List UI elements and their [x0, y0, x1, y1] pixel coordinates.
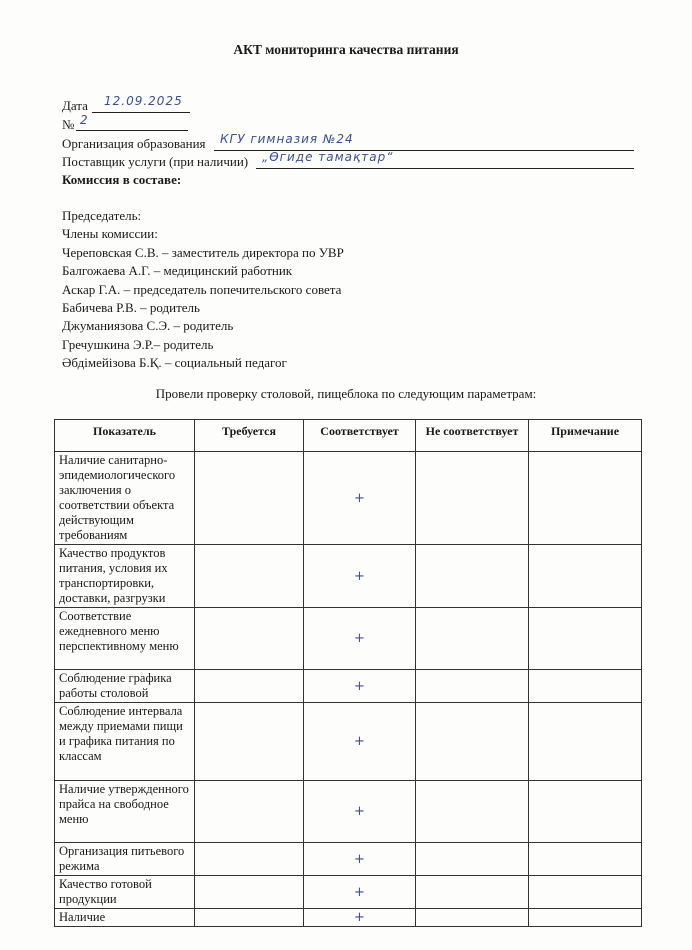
document-title: АКТ мониторинга качества питания: [233, 42, 459, 57]
compliant-mark: +: [304, 781, 416, 843]
member-item: Бабичева Р.В. – родитель: [62, 300, 200, 316]
indicator-cell: Организация питьевого режима: [55, 843, 195, 876]
note-cell: [529, 703, 642, 781]
required-cell: [195, 909, 304, 927]
date-value: 12.09.2025: [104, 94, 183, 108]
required-cell: [195, 545, 304, 608]
note-cell: [529, 843, 642, 876]
inspection-table: [54, 419, 642, 927]
member-item: Әбдімейізова Б.Қ. – социальный педагог: [62, 355, 287, 371]
header-note: Примечание: [529, 420, 642, 452]
header-indicator: Показатель: [55, 420, 195, 452]
number-value: 2: [80, 113, 89, 127]
supplier-label: Поставщик услуги (при наличии): [62, 154, 249, 169]
members-label: Члены комиссии:: [62, 226, 158, 242]
organization-value: КГУ гимназия №24: [220, 132, 354, 146]
noncompliant-cell: [416, 545, 529, 608]
number-underline: [76, 130, 188, 131]
required-cell: [195, 876, 304, 909]
table-row: [55, 843, 642, 876]
note-cell: [529, 545, 642, 608]
note-cell: [529, 909, 642, 927]
note-cell: [529, 670, 642, 703]
chair-label: Председатель:: [62, 208, 142, 223]
compliant-mark: +: [304, 670, 416, 703]
header-required: Требуется: [195, 420, 304, 452]
indicator-cell: Качество готовой продукции: [55, 876, 195, 909]
noncompliant-cell: [416, 703, 529, 781]
supplier-underline: [256, 168, 634, 169]
indicator-cell: Соблюдение графика работы столовой: [55, 670, 195, 703]
required-cell: [195, 452, 304, 545]
note-cell: [529, 452, 642, 545]
noncompliant-cell: [416, 781, 529, 843]
inspection-intro: Провели проверку столовой, пищеблока по следующим параметрам:: [155, 386, 537, 401]
indicator-cell: Наличие утвержденного прайса на свободное меню: [55, 781, 195, 843]
indicator-cell: Соблюдение интервала между приемами пищи и графика питания по классам: [55, 703, 195, 781]
commission-label: Комиссия в составе:: [62, 172, 182, 187]
commission-list: [62, 207, 344, 373]
header-noncompliant: Не соответствует: [416, 420, 529, 452]
indicator-cell: Наличие санитарно-эпидемиологического заключения о соответствии объекта действующим требованиям: [55, 452, 195, 545]
compliant-mark: +: [304, 843, 416, 876]
noncompliant-cell: [416, 670, 529, 703]
note-cell: [529, 781, 642, 843]
noncompliant-cell: [416, 843, 529, 876]
table-row: [55, 781, 642, 843]
compliant-mark: +: [304, 545, 416, 608]
table-row: [55, 703, 642, 781]
compliant-mark: +: [304, 608, 416, 670]
header-compliant: Соответствует: [304, 420, 416, 452]
table-row: [55, 876, 642, 909]
indicator-cell: Качество продуктов питания, условия их транспортировки, доставки, разгрузки: [55, 545, 195, 608]
table-row: [55, 909, 642, 927]
noncompliant-cell: [416, 876, 529, 909]
required-cell: [195, 781, 304, 843]
required-cell: [195, 703, 304, 781]
member-item: Джуманиязова С.Э. – родитель: [62, 318, 234, 334]
compliant-mark: +: [304, 703, 416, 781]
compliant-mark: +: [304, 452, 416, 545]
compliant-mark: +: [304, 876, 416, 909]
number-label: №: [62, 117, 75, 132]
required-cell: [195, 843, 304, 876]
table-header-row: [55, 420, 642, 452]
note-cell: [529, 876, 642, 909]
member-item: Балгожаева А.Г. – медицинский работник: [62, 263, 293, 279]
indicator-cell: Соответствие ежедневного меню перспективному меню: [55, 608, 195, 670]
required-cell: [195, 608, 304, 670]
noncompliant-cell: [416, 452, 529, 545]
indicator-cell: Наличие: [55, 909, 195, 927]
member-item: Аскар Г.А. – председатель попечительского совета: [62, 281, 342, 297]
table-row: [55, 670, 642, 703]
note-cell: [529, 608, 642, 670]
table-row: [55, 452, 642, 545]
member-item: Гречушкина Э.Р.– родитель: [62, 336, 214, 352]
required-cell: [195, 670, 304, 703]
date-underline: [92, 112, 190, 113]
table-row: [55, 545, 642, 608]
compliant-mark: +: [304, 909, 416, 927]
table-row: [55, 608, 642, 670]
supplier-value: „Өгиде тамақтар“: [262, 150, 394, 164]
date-label: Дата: [62, 98, 88, 113]
member-item: Череповская С.В. – заместитель директора по УВР: [62, 244, 344, 260]
organization-label: Организация образования: [62, 136, 206, 151]
noncompliant-cell: [416, 608, 529, 670]
noncompliant-cell: [416, 909, 529, 927]
